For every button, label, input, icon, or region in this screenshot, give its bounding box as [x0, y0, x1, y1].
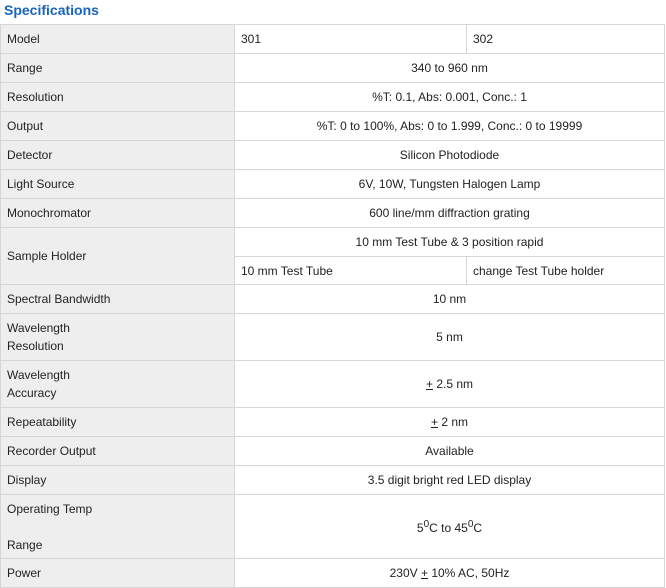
detector-value: Silicon Photodiode: [235, 141, 665, 170]
degree-sup-a: 0: [423, 518, 430, 530]
plus-minus-sign: +: [420, 566, 428, 580]
output-value: %T: 0 to 100%, Abs: 0 to 1.999, Conc.: 0 to 19999: [235, 112, 665, 141]
degree-sup-b: 0: [467, 518, 474, 530]
table-row-wavelength-resolution: [1, 314, 665, 361]
wavelength-resolution-value: 5 nm: [235, 314, 665, 361]
specifications-table: [0, 24, 665, 588]
label-line-2: Accuracy: [7, 386, 57, 400]
label-line-1: Wavelength: [7, 368, 70, 382]
recorder-output-value: Available: [235, 437, 665, 466]
operating-temp-value: [235, 495, 665, 559]
row-label-light-source: Light Source: [1, 170, 235, 199]
table-row-recorder-output: [1, 437, 665, 466]
range-value: 340 to 960 nm: [235, 54, 665, 83]
table-row-resolution: [1, 83, 665, 112]
row-label-display: Display: [1, 466, 235, 495]
row-label-resolution: Resolution: [1, 83, 235, 112]
label-line-1: Operating Temp: [7, 501, 93, 516]
plus-minus-sign: +: [425, 377, 433, 391]
table-row-detector: [1, 141, 665, 170]
light-source-value: 6V, 10W, Tungsten Halogen Lamp: [235, 170, 665, 199]
temp-part-b: C to 45: [429, 520, 468, 535]
table-row-display: [1, 466, 665, 495]
row-label-spectral-bandwidth: Spectral Bandwidth: [1, 285, 235, 314]
row-label-repeatability: Repeatability: [1, 408, 235, 437]
table-row-sample-holder: [1, 228, 665, 257]
plus-minus-sign: +: [430, 415, 438, 429]
row-label-monochromator: Monochromator: [1, 199, 235, 228]
row-label-recorder-output: Recorder Output: [1, 437, 235, 466]
label-line-1: Wavelength: [7, 321, 70, 335]
value-text: 2.5 nm: [432, 377, 474, 391]
table-row-power: [1, 559, 665, 588]
display-value: 3.5 digit bright red LED display: [235, 466, 665, 495]
row-label-wavelength-resolution: [1, 314, 235, 361]
model-301: 301: [235, 25, 467, 54]
sample-holder-302: change Test Tube holder: [467, 257, 665, 285]
value-text: 2 nm: [438, 415, 469, 429]
row-label-output: Output: [1, 112, 235, 141]
repeatability-value: [235, 408, 665, 437]
table-row-operating-temp: [1, 495, 665, 559]
table-row-wavelength-accuracy: [1, 361, 665, 408]
table-row-monochromator: [1, 199, 665, 228]
row-label-wavelength-accuracy: [1, 361, 235, 408]
row-label-power: Power: [1, 559, 235, 588]
temp-part-c: C: [473, 520, 483, 535]
sample-holder-301: 10 mm Test Tube: [235, 257, 467, 285]
row-label-detector: Detector: [1, 141, 235, 170]
row-label-sample-holder: Sample Holder: [1, 228, 235, 285]
table-row-light-source: [1, 170, 665, 199]
table-row-spectral-bandwidth: [1, 285, 665, 314]
row-label-model: Model: [1, 25, 235, 54]
temp-part-a: 5: [416, 520, 424, 535]
table-row-output: [1, 112, 665, 141]
sample-holder-value: 10 mm Test Tube & 3 position rapid: [235, 228, 665, 257]
power-value: [235, 559, 665, 588]
table-row-range: [1, 54, 665, 83]
table-row-repeatability: [1, 408, 665, 437]
row-label-range: Range: [1, 54, 235, 83]
monochromator-value: 600 line/mm diffraction grating: [235, 199, 665, 228]
page-title: Specifications: [4, 2, 99, 18]
power-part-b: 10% AC, 50Hz: [428, 566, 510, 580]
power-part-a: 230V: [389, 566, 421, 580]
resolution-value: %T: 0.1, Abs: 0.001, Conc.: 1: [235, 83, 665, 112]
table-row-model: [1, 25, 665, 54]
wavelength-accuracy-value: [235, 361, 665, 408]
row-label-operating-temp: [1, 495, 235, 559]
model-302: 302: [467, 25, 665, 54]
spectral-bandwidth-value: 10 nm: [235, 285, 665, 314]
label-line-2: Resolution: [7, 339, 64, 353]
label-line-2: Range: [7, 537, 43, 552]
